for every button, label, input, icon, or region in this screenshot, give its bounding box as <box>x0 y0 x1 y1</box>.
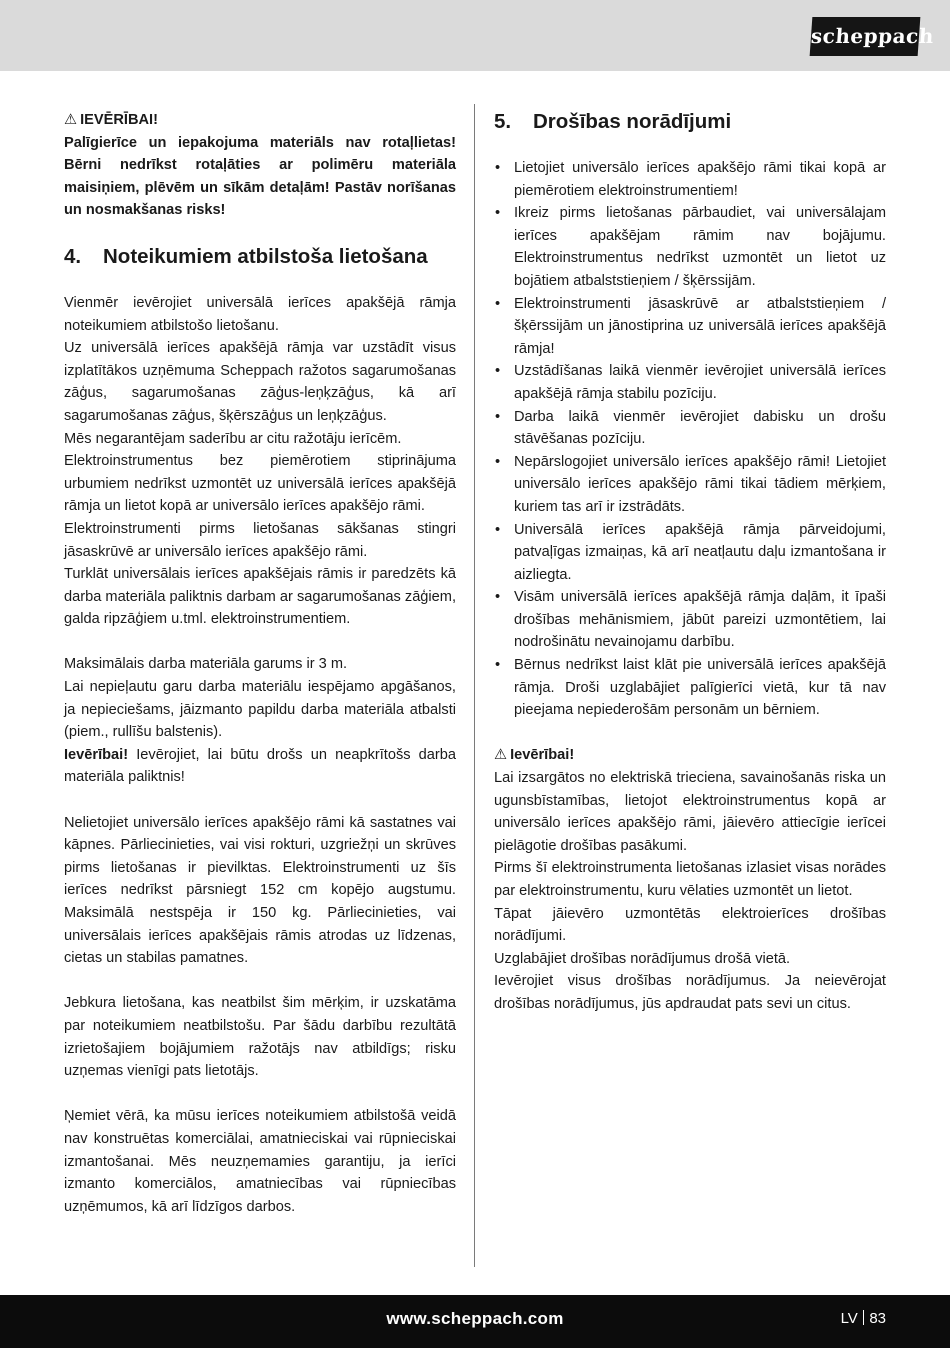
warning-heading <box>64 109 456 132</box>
page-indicator <box>841 1295 886 1343</box>
paragraph: Maksimālais darba materiāla garums ir 3 m. <box>64 656 348 673</box>
paragraph: Uz universālā ierīces apakšējā rāmja var uzstādīt visus izplatītākos uzņēmuma Scheppach ražotos sagarumošanas zāģus, sagarumošanas zāģus-leņķzāģus, kā arī sagarumošanas zāģus, šķērszāģus un leņķzāģus. <box>64 340 456 424</box>
list-item: • Darba laikā vienmēr ievērojiet dabisku un drošu stāvēšanas pozīciju. <box>494 406 886 451</box>
list-item: • Elektroinstrumenti jāsaskrūvē ar atbalststieņiem / šķērssijām un jānostiprina uz universālā ierīces apakšējā rāmja! <box>494 293 886 361</box>
list-item: • Bērnus nedrīkst laist klāt pie universālā ierīces apakšējā rāmja. Droši uzglabājiet palīgierīci vietā, kur tā nav pieejama nepiederošām personām un bērniem. <box>494 654 886 722</box>
section-title: Noteikumiem atbilstoša lietošana <box>103 244 428 268</box>
footer-bar <box>0 1295 950 1348</box>
safety-bullet-list <box>494 157 886 722</box>
paragraph: Ņemiet vērā, ka mūsu ierīces noteikumiem atbilstošā veidā nav konstruētas komerciālai, amatnieciskai vai rūpnieciskai izmantošanai. Mēs neuzņemamies garantiju, ja ierīci izmanto komerciālos, amatniecības vai rūpniecības uzņēmumos, kā arī līdzīgos darbos. <box>64 1108 456 1215</box>
inline-warning-text: Ievērojiet, lai būtu drošs un neapkrītošs darba materiāla paliktnis! <box>64 746 456 786</box>
list-item: • Uzstādīšanas laikā vienmēr ievērojiet universālā ierīces apakšējā rāmja stabilu pozīciju. <box>494 360 886 405</box>
section-number: 5. <box>494 110 512 133</box>
warning-text: Palīgierīce un iepakojuma materiāls nav rotaļlietas! Bērni nedrīkst rotaļāties ar polimēru materiāla maisiņiem, plēvēm un sīkām detaļām! Pastāv norīšanas un nosmakšanas risks! <box>64 134 456 219</box>
list-item: • Universālā ierīces apakšējā rāmja pārveidojumi, patvaļīgas izmaiņas, kā arī neatļautu daļu izmantošana ir aizliegta. <box>494 519 886 587</box>
separator <box>863 1310 865 1325</box>
paragraph: Mēs negarantējam saderību ar citu ražotāju ierīcēm. <box>64 430 402 447</box>
right-column <box>494 109 886 1016</box>
paragraph: Turklāt universālais ierīces apakšējais rāmis ir paredzēts kā darba materiāla paliktnis darbam ar sagarumošanas zāģiem, galda ripzāģiem u.tml. elektroinstrumentiem. <box>64 566 456 628</box>
paragraph: Lai izsargātos no elektriskā trieciena, savainošanās riska un ugunsbīstamības, lietojot elektroinstrumentus kopā ar universālo ierīces apakšējo rāmi, jāievēro attiecīgie ierīcei pielāgotie drošības pasākumi. <box>494 770 886 854</box>
page-number: 83 <box>869 1310 886 1327</box>
warning-title: IEVĒRĪBAI! <box>80 112 158 128</box>
paragraph <box>64 744 456 789</box>
column-divider <box>474 104 475 1267</box>
section-title: Drošības norādījumi <box>533 110 732 133</box>
paragraph: Elektroinstrumenti pirms lietošanas sākšanas stingri jāsaskrūvē ar universālo ierīces apakšējo rāmi. <box>64 520 456 560</box>
paragraph: Ievērojiet visus drošības norādījumus. Ja neievērojat drošības norādījumus, jūs apdraudat pats sevi un citus. <box>494 973 886 1012</box>
list-item: • Lietojiet universālo ierīces apakšējo rāmi tikai kopā ar piemērotiem elektroinstrumentiem! <box>494 157 886 202</box>
warning-title: Ievērībai! <box>510 747 575 764</box>
warning-triangle-icon: ⚠ <box>494 747 508 764</box>
list-item: • Nepārslogojiet universālo ierīces apakšējo rāmi! Lietojiet universālo ierīces apakšējo rāmi tikai tādiem mērķiem, kuriem tas arī ir izstrādāts. <box>494 451 886 519</box>
inline-warning-label: Ievērībai! <box>64 746 129 763</box>
paragraph: Vienmēr ievērojiet universālā ierīces apakšējā rāmja noteikumiem atbilstošo lietošanu. <box>64 294 456 334</box>
left-column <box>64 109 456 1218</box>
warning-triangle-icon: ⚠ <box>64 112 78 128</box>
section-heading-4 <box>64 244 456 270</box>
warning-heading <box>494 744 886 767</box>
section-heading-5 <box>494 109 886 135</box>
paragraph: Nelietojiet universālo ierīces apakšējo rāmi kā sastatnes vai kāpnes. Pārliecinieties, vai visi rokturi, uzgriežņi un skrūves pirms lietošanas ir pievilktas. Elektroinstrumenti uz šīs ierīces nedrīkst pārsniegt 152 cm kopējo augstumu. Maksimālā nestspēja ir 150 kg. Pārliecinieties, vai universālais ierīces apakšējais rāmis atrodas uz līdzenas, cietas un stabilas pamatnes. <box>64 814 456 967</box>
scheppach-logo: scheppach <box>810 17 921 56</box>
paragraph: Jebkura lietošana, kas neatbilst šim mērķim, ir uzskatāma par noteikumiem neatbilstošu. Par šādu darbību rezultātā izrietošajiem bojājumiem ražotājs nav atbildīgs; risku uzņemas vienīgi pats lietotājs. <box>64 995 456 1080</box>
paragraph: Tāpat jāievēro uzmontētās elektroierīces drošības norādījumi. <box>494 905 886 945</box>
website-link[interactable]: www.scheppach.com <box>386 1309 564 1328</box>
paragraph: Pirms šī elektroinstrumenta lietošanas izlasiet visas norādes par elektroinstrumentu, kuru vēlaties uzmontēt un lietot. <box>494 860 886 899</box>
list-item: • Visām universālā ierīces apakšējā rāmja daļām, it īpaši drošības mehānismiem, jābūt pareizi uzmontētiem, lai nodrošinātu nevainojamu darbību. <box>494 586 886 654</box>
list-item: • Ikreiz pirms lietošanas pārbaudiet, vai universālajam ierīces apakšējam rāmim nav bojājumu. Elektroinstrumentus nedrīkst uzmontēt un lietot uz bojātiem atbalststieņiem / šķērssijām. <box>494 202 886 292</box>
header-bar <box>0 0 950 71</box>
paragraph: Lai nepieļautu garu darba materiālu iespējamo apgāšanos, ja nepieciešams, jāizmanto papildu darba materiāla atbalsti (piem., rullīšu balstenis). <box>64 679 456 741</box>
paragraph: Elektroinstrumentus bez piemērotiem stiprinājuma urbumiem nedrīkst uzmontēt uz universālā ierīces apakšējā rāmja un lietot kopā ar universālo ierīces apakšējo rāmi. <box>64 453 456 515</box>
paragraph: Uzglabājiet drošības norādījumus drošā vietā. <box>494 950 791 967</box>
section-number: 4. <box>64 244 82 268</box>
language-code: LV <box>840 1310 858 1327</box>
